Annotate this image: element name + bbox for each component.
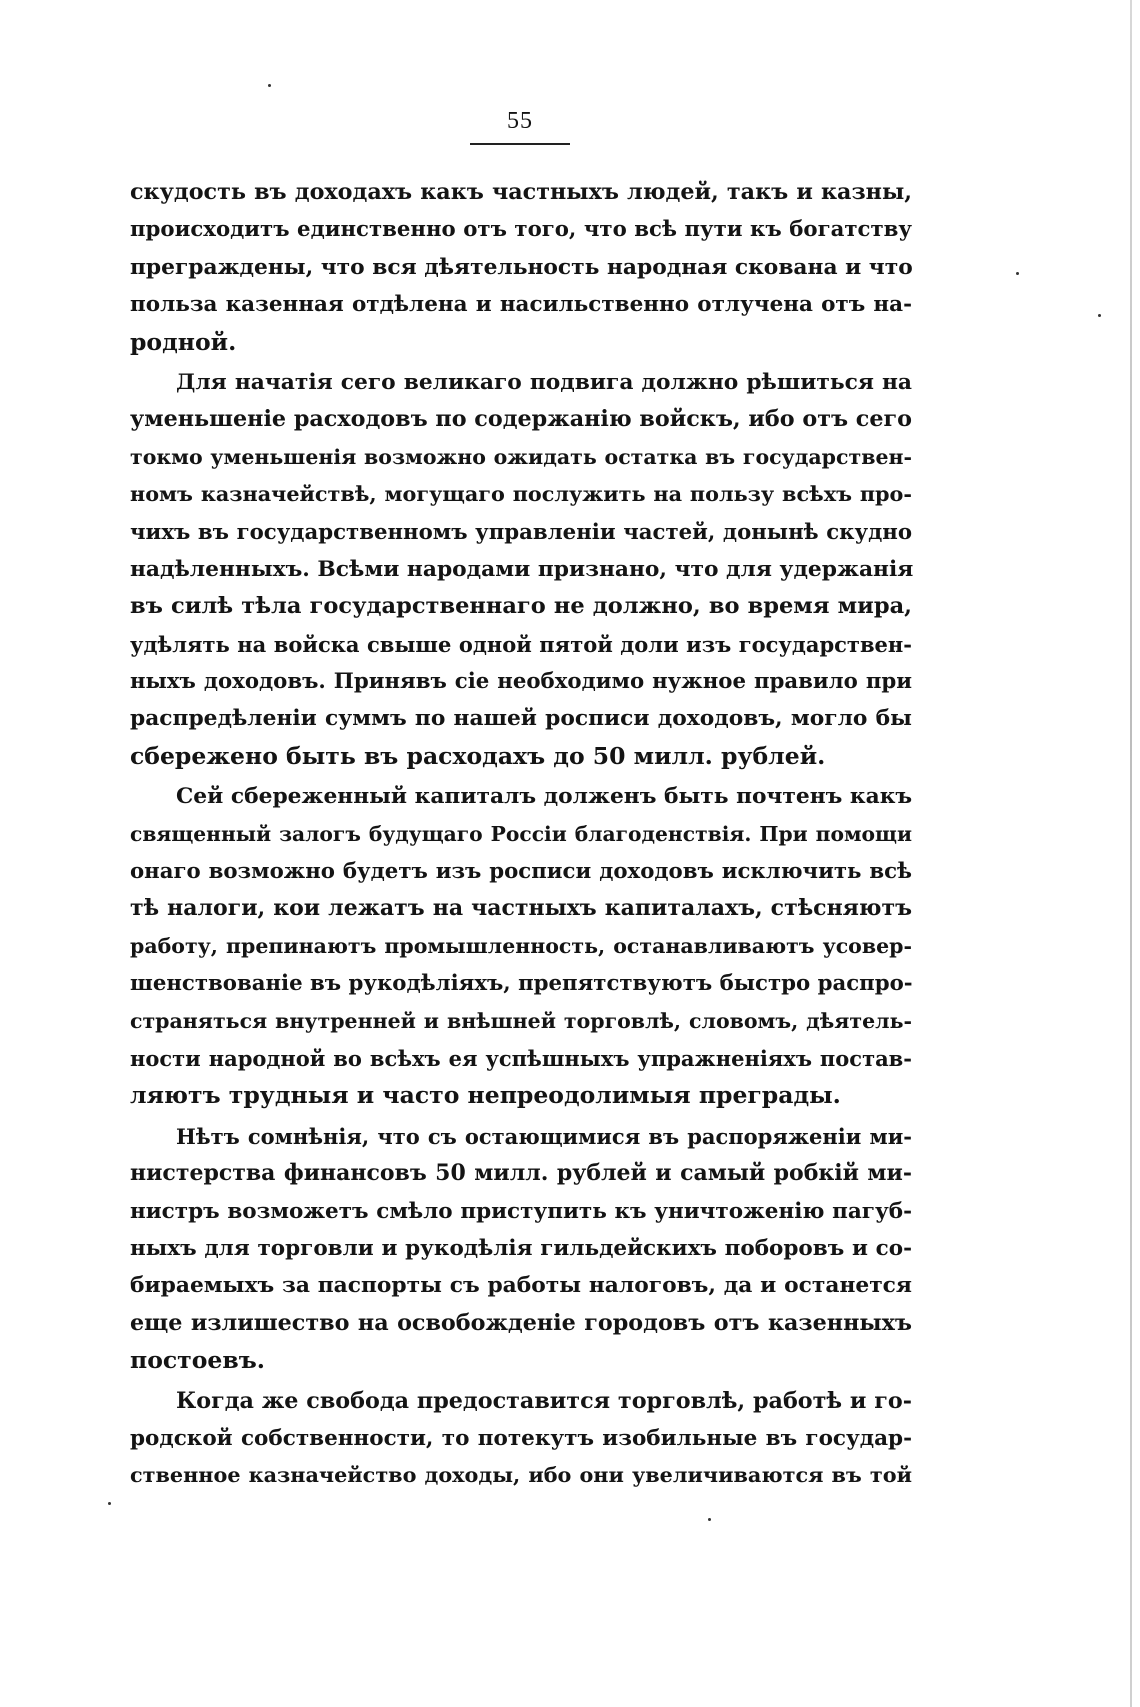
text-line: Для начатія сего великаго подвига должно рѣшиться на — [176, 369, 912, 395]
text-line: удѣлять на войска свыше одной пятой доли изъ государствен- — [130, 631, 912, 657]
text-line: ныхъ для торговли и рукодѣлія гильдейскихъ поборовъ и со- — [130, 1235, 912, 1261]
text-line: польза казенная отдѣлена и насильственно отлучена отъ на- — [130, 292, 912, 318]
text-line: сбережено быть въ расходахъ до 50 милл. рублей. — [130, 741, 826, 770]
text-line: ляютъ трудныя и часто непреодолимыя преграды. — [130, 1081, 841, 1110]
paragraph — [130, 778, 912, 1115]
text-line: Сей сбереженный капиталъ долженъ быть почтенъ какъ — [176, 784, 913, 810]
text-line: онаго возможно будетъ изъ росписи доходовъ исключить всѣ — [130, 859, 912, 885]
scan-speck — [1098, 314, 1101, 317]
text-line: еще излишество на освобожденіе городовъ отъ казенныхъ — [130, 1309, 912, 1336]
text-line: распредѣленіи суммъ по нашей росписи доходовъ, могло бы — [130, 706, 912, 732]
text-line: ности народной во всѣхъ ея успѣшныхъ упражненіяхъ постав- — [130, 1045, 912, 1071]
text-line: въ силѣ тѣла государственнаго не должно, во время мира, — [130, 593, 912, 620]
paragraph — [130, 1118, 912, 1380]
text-line: уменьшеніе расходовъ по содержанію войскъ, ибо отъ сего — [130, 406, 912, 433]
text-line: постоевъ. — [130, 1346, 265, 1375]
text-line: родной. — [130, 327, 237, 356]
text-line: родской собственности, то потекутъ изобильные въ государ- — [130, 1425, 912, 1451]
page-number-rule — [470, 143, 570, 145]
page-number: 55 — [507, 108, 533, 134]
text-line: чихъ въ государственномъ управленіи частей, донынѣ скудно — [130, 519, 912, 545]
scan-speck — [108, 1502, 111, 1505]
text-line: ныхъ доходовъ. Принявъ сіе необходимо нужное правило при — [130, 669, 912, 695]
text-line: шенствованіе въ рукодѣліяхъ, препятствуютъ быстро распро- — [130, 971, 913, 997]
text-line: бираемыхъ за паспорты съ работы налоговъ, да и останется — [130, 1273, 912, 1299]
body-text — [130, 174, 912, 1495]
text-line: номъ казначействѣ, могущаго послужить на пользу всѣхъ про- — [130, 482, 912, 507]
paragraph — [130, 1383, 912, 1495]
text-line: нистръ возможетъ смѣло приступить къ уничтоженію пагуб- — [130, 1198, 912, 1224]
text-line: токмо уменьшенія возможно ожидать остатка въ государствен- — [130, 444, 912, 469]
scan-speck — [268, 84, 271, 87]
text-line: Нѣтъ сомнѣнія, что съ остающимися въ распоряженіи ми- — [176, 1123, 912, 1149]
text-line: священный залогъ будущаго Россіи благоденствія. При помощи — [130, 821, 912, 846]
text-line: Когда же свобода предоставится торговлѣ, работѣ и го- — [176, 1387, 912, 1414]
paragraph — [130, 174, 912, 361]
scan-speck — [708, 1518, 711, 1521]
text-line: страняться внутренней и внѣшней торговлѣ, словомъ, дѣятель- — [130, 1008, 912, 1033]
text-line: работу, препинаютъ промышленность, останавливаютъ усовер- — [130, 933, 912, 958]
text-line: преграждены, что вся дѣятельность народная скована и что — [130, 254, 913, 280]
text-line: тѣ налоги, кои лежатъ на частныхъ капиталахъ, стѣсняютъ — [130, 895, 912, 922]
scan-edge — [1130, 0, 1132, 1707]
scan-speck — [1016, 272, 1019, 275]
text-line: надѣленныхъ. Всѣми народами признано, что для удержанія — [130, 556, 914, 582]
text-line: происходитъ единственно отъ того, что всѣ пути къ богатству — [130, 217, 912, 243]
text-line: нистерства финансовъ 50 милл. рублей и самый робкій ми- — [130, 1160, 912, 1187]
text-line: скудость въ доходахъ какъ частныхъ людей, такъ и казны, — [130, 179, 912, 205]
paragraph — [130, 364, 912, 775]
text-line: ственное казначейство доходы, ибо они увеличиваются въ той — [130, 1463, 912, 1488]
